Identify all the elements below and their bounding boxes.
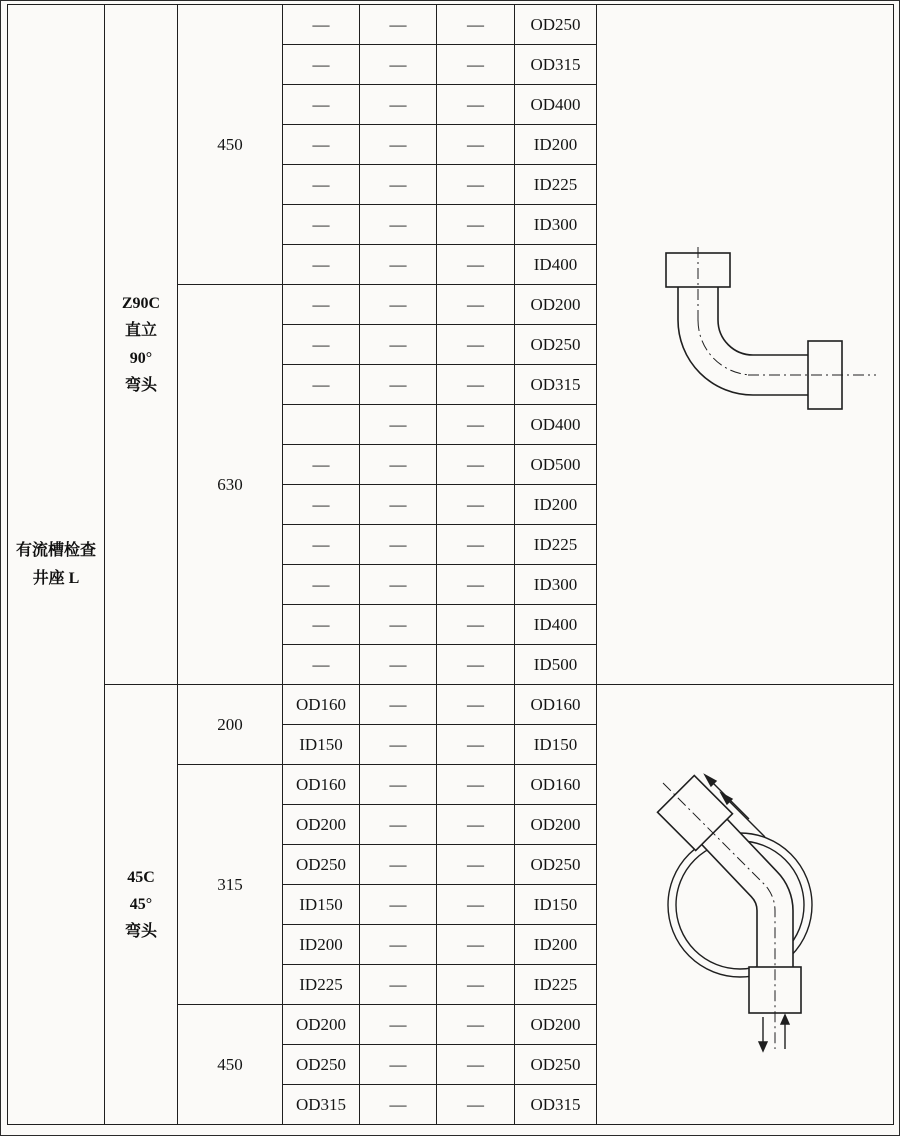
spec-value-cell: — [360, 5, 437, 45]
spec-value-cell: — [437, 445, 515, 485]
spec-value-cell: — [360, 325, 437, 365]
spec-value-cell: — [283, 525, 360, 565]
trunk-size-label: 630 [178, 285, 283, 685]
spec-value-cell: — [360, 85, 437, 125]
spec-value-cell: OD400 [515, 85, 597, 125]
elbow-45-diagram-cell [597, 685, 894, 1125]
spec-value-cell: — [437, 365, 515, 405]
trunk-size-label: 450 [178, 1005, 283, 1125]
spec-value-cell: — [437, 885, 515, 925]
spec-value-cell: ID200 [283, 925, 360, 965]
spec-value-cell: — [437, 845, 515, 885]
fitting-type-line: 直立 [124, 322, 157, 340]
fitting-type-line: 45C [127, 868, 155, 886]
spec-value-cell: ID225 [515, 965, 597, 1005]
spec-value-cell: — [360, 165, 437, 205]
spec-value-cell: — [437, 85, 515, 125]
spec-value-cell: ID200 [515, 925, 597, 965]
spec-value-cell: — [437, 245, 515, 285]
trunk-size-label: 315 [178, 765, 283, 1005]
spec-value-cell: — [360, 965, 437, 1005]
spec-value-cell: — [437, 5, 515, 45]
spec-value-cell: — [360, 765, 437, 805]
spec-value-cell: — [360, 285, 437, 325]
spec-value-cell: OD315 [283, 1085, 360, 1125]
fitting-type-label [105, 685, 178, 1125]
spec-value-cell: OD250 [283, 845, 360, 885]
spec-value-cell: ID400 [515, 605, 597, 645]
spec-value-cell: — [360, 925, 437, 965]
spec-value-cell: — [437, 805, 515, 845]
table-row [8, 5, 894, 45]
spec-value-cell: — [437, 725, 515, 765]
elbow-inner-wall [718, 287, 808, 355]
spec-value-cell: OD250 [283, 1045, 360, 1085]
spec-value-cell: — [360, 685, 437, 725]
spec-value-cell: — [437, 765, 515, 805]
spec-value-cell: — [283, 165, 360, 205]
spec-value-cell: OD200 [515, 285, 597, 325]
spec-value-cell: — [283, 565, 360, 605]
elbow-90-diagram-cell [597, 5, 894, 685]
spec-value-cell: — [283, 605, 360, 645]
spec-value-cell: OD200 [283, 805, 360, 845]
spec-value-cell [283, 405, 360, 445]
row-header-line: 井座 L [32, 569, 80, 587]
spec-value-cell: — [437, 565, 515, 605]
spec-value-cell: — [283, 45, 360, 85]
fitting-type-line: 弯头 [124, 923, 157, 941]
spec-value-cell: — [360, 1045, 437, 1085]
spec-value-cell: — [283, 245, 360, 285]
spec-value-cell: — [437, 285, 515, 325]
spec-value-cell: — [437, 45, 515, 85]
spec-value-cell: ID400 [515, 245, 597, 285]
spec-value-cell: ID150 [283, 885, 360, 925]
spec-value-cell: ID300 [515, 205, 597, 245]
spec-value-cell: OD315 [515, 45, 597, 85]
spec-value-cell: — [283, 645, 360, 685]
spec-value-cell: — [437, 325, 515, 365]
spec-value-cell: — [360, 1005, 437, 1045]
spec-value-cell: OD315 [515, 365, 597, 405]
spec-value-cell: OD500 [515, 445, 597, 485]
fitting-type-label [105, 5, 178, 685]
spec-value-cell: ID200 [515, 485, 597, 525]
spec-value-cell: — [283, 485, 360, 525]
spec-value-cell: — [360, 205, 437, 245]
fitting-type-line: 45° [129, 895, 153, 913]
fitting-type-line: 90° [129, 349, 153, 367]
spec-value-cell: — [360, 565, 437, 605]
spec-value-cell: — [437, 125, 515, 165]
spec-value-cell: — [437, 405, 515, 445]
spec-value-cell: — [360, 525, 437, 565]
spec-value-cell: — [437, 1045, 515, 1085]
spec-value-cell: — [360, 885, 437, 925]
spec-value-cell: — [437, 645, 515, 685]
spec-value-cell: — [437, 925, 515, 965]
spec-value-cell: — [360, 1085, 437, 1125]
spec-value-cell: — [283, 85, 360, 125]
fitting-type-line: 弯头 [124, 376, 157, 394]
spec-value-cell: — [437, 525, 515, 565]
spec-value-cell: — [360, 645, 437, 685]
spec-value-cell: OD200 [283, 1005, 360, 1045]
spec-value-cell: — [360, 485, 437, 525]
spec-value-cell: — [283, 125, 360, 165]
spec-value-cell: ID150 [515, 885, 597, 925]
spec-value-cell: ID225 [515, 525, 597, 565]
spec-value-cell: OD250 [515, 325, 597, 365]
spec-value-cell: — [360, 805, 437, 845]
elbow-90-drawing [638, 245, 878, 445]
spec-value-cell: — [437, 605, 515, 645]
spec-value-cell: — [360, 605, 437, 645]
spec-value-cell: OD200 [515, 1005, 597, 1045]
spec-value-cell: — [437, 965, 515, 1005]
spec-value-cell: ID200 [515, 125, 597, 165]
spec-value-cell: — [360, 725, 437, 765]
spec-table-body [8, 5, 894, 1125]
spec-value-cell: — [360, 45, 437, 85]
spec-value-cell: — [360, 405, 437, 445]
spec-value-cell: ID225 [515, 165, 597, 205]
spec-value-cell: — [437, 165, 515, 205]
fitting-type-line: Z90C [121, 295, 161, 313]
spec-value-cell: — [283, 205, 360, 245]
spec-value-cell: OD160 [515, 685, 597, 725]
trunk-size-label: 200 [178, 685, 283, 765]
spec-value-cell: — [283, 365, 360, 405]
elbow-45-drawing [645, 755, 845, 1055]
spec-value-cell: — [360, 845, 437, 885]
spec-value-cell: — [360, 445, 437, 485]
spec-value-cell: OD160 [283, 765, 360, 805]
spec-value-cell: — [283, 285, 360, 325]
spec-value-cell: OD400 [515, 405, 597, 445]
spec-value-cell: OD250 [515, 1045, 597, 1085]
spec-value-cell: OD200 [515, 805, 597, 845]
fitting-spec-table [7, 4, 894, 1125]
spec-value-cell: — [437, 485, 515, 525]
table-row [8, 685, 894, 725]
spec-value-cell: OD315 [515, 1085, 597, 1125]
spec-value-cell: OD160 [515, 765, 597, 805]
spec-value-cell: — [360, 245, 437, 285]
spec-value-cell: ID300 [515, 565, 597, 605]
spec-value-cell: ID225 [283, 965, 360, 1005]
spec-value-cell: — [437, 685, 515, 725]
spec-value-cell: — [437, 205, 515, 245]
spec-value-cell: — [437, 1085, 515, 1125]
spec-value-cell: ID150 [515, 725, 597, 765]
spec-value-cell: — [283, 325, 360, 365]
spec-value-cell: — [437, 1005, 515, 1045]
spec-value-cell: ID500 [515, 645, 597, 685]
row-header-well-seat [8, 5, 105, 1125]
spec-value-cell: — [283, 5, 360, 45]
spec-value-cell: — [360, 125, 437, 165]
elbow-outer-wall [678, 287, 808, 395]
spec-value-cell: ID150 [283, 725, 360, 765]
row-header-line: 有流槽检查 [15, 542, 96, 560]
trunk-size-label: 450 [178, 5, 283, 285]
spec-value-cell: OD250 [515, 845, 597, 885]
spec-value-cell: — [283, 445, 360, 485]
spec-value-cell: OD250 [515, 5, 597, 45]
spec-value-cell: OD160 [283, 685, 360, 725]
spec-value-cell: — [360, 365, 437, 405]
